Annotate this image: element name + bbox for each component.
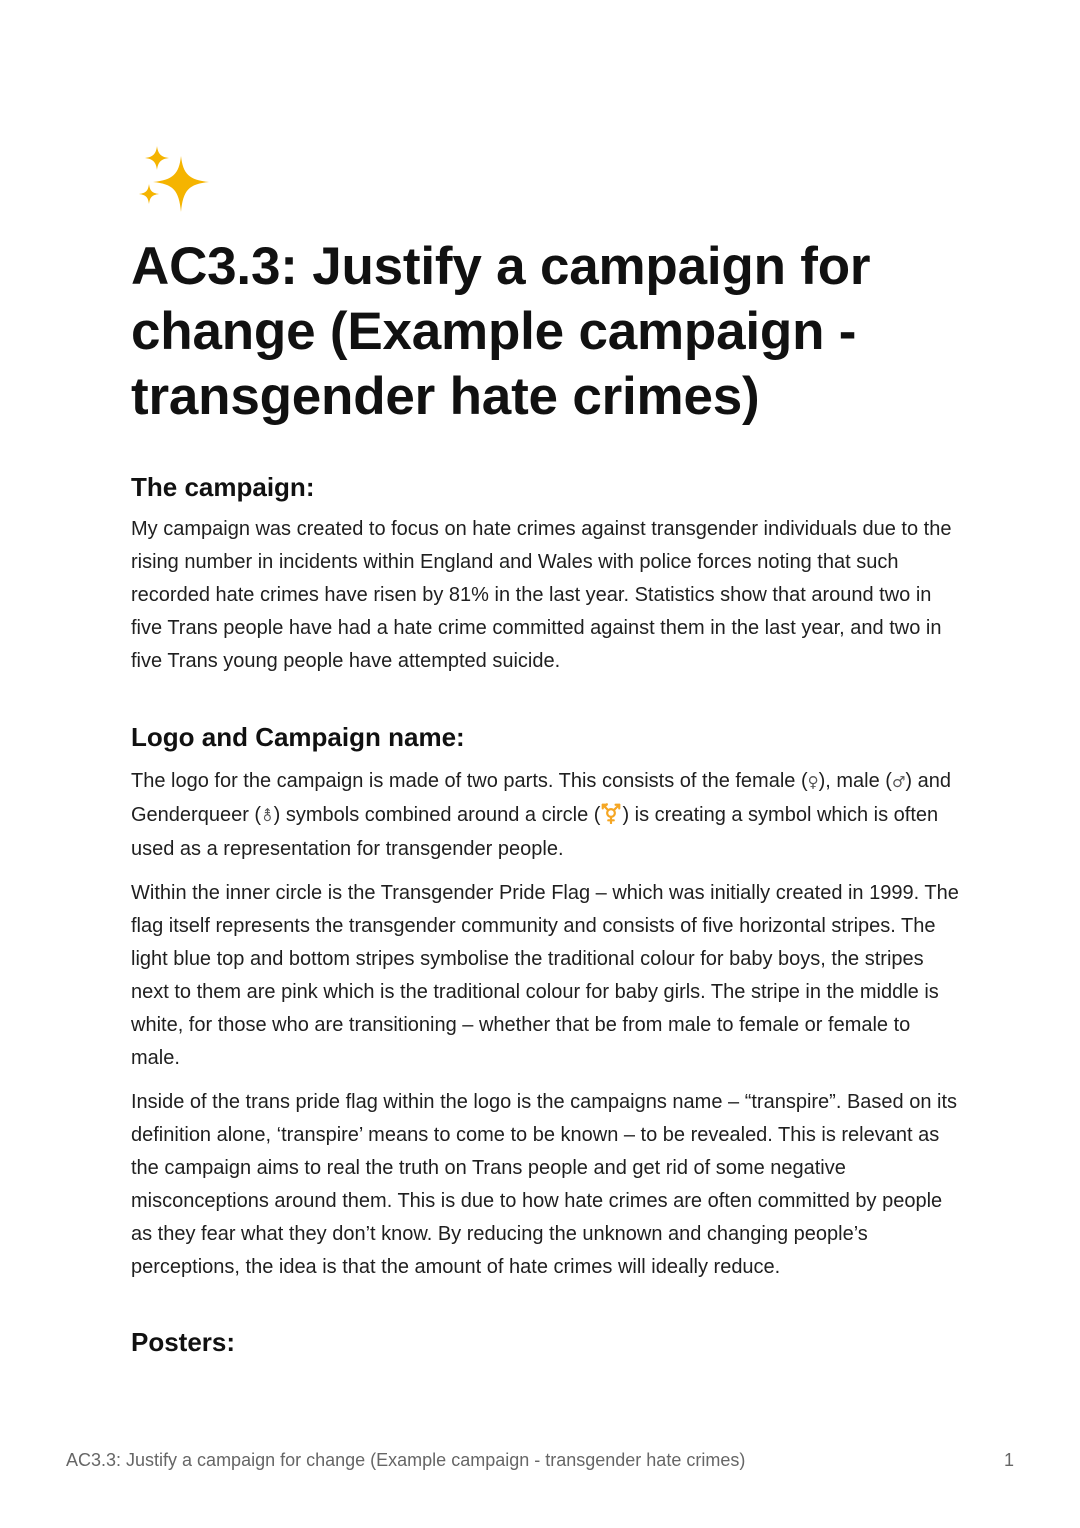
- logo-text-1: The logo for the campaign is made of two parts. This consists of the female (: [131, 770, 808, 792]
- page-title: AC3.3: Justify a campaign for change (Example campaign - transgender hate crimes): [131, 237, 871, 426]
- footer-title: AC3.3: Justify a campaign for change (Example campaign - transgender hate crimes): [66, 1449, 746, 1470]
- section-heading-posters: Posters:: [131, 1327, 236, 1357]
- logo-text-4: ) symbols combined around a circle (: [273, 804, 601, 826]
- genderqueer-symbol-icon: ⚨: [261, 807, 274, 825]
- campaign-paragraph: My campaign was created to focus on hate crimes against transgender individuals due to the rising number in incidents within England and Wales with police forces noting that such recorded hate crimes have risen by 81% in the last year. Statistics show that around two in five Trans people have had a hate crime committed against them in the last year, and two in five Trans young people have attempted suicide.: [131, 518, 952, 672]
- section-heading-campaign: The campaign:: [131, 472, 315, 502]
- logo-paragraph-2: Within the inner circle is the Transgender Pride Flag – which was initially created in 1999. The flag itself represents the transgender community and consists of five horizontal stripes. The light blue top and bottom stripes symbolise the traditional colour for baby boys, the stripes next to them are pink which is the traditional colour for baby girls. The stripe in the middle is white, for those who are transitioning – whether that be from male to female or female to male.: [131, 882, 959, 1069]
- logo-text-3: ) and Genderqueer (: [131, 770, 952, 826]
- page-number: 1: [1003, 1449, 1014, 1470]
- document-page: [131, 140, 961, 1358]
- page-footer: [66, 1448, 1014, 1472]
- logo-paragraph-1: [131, 765, 961, 866]
- logo-paragraph-3: Inside of the trans pride flag within the logo is the campaigns name – “transpire”. Based on its definition alone, ‘transpire’ means to come to be known – to be revealed. This is relevant as the campaign aims to real the truth on Trans people and get rid of some negative misconceptions around them. This is due to how hate crimes are often committed by people as they fear what they don’t know. By reducing the unknown and changing people’s perceptions, the idea is that the amount of hate crimes will ideally reduce.: [131, 1091, 958, 1278]
- section-heading-logo: Logo and Campaign name:: [131, 722, 465, 752]
- male-symbol-icon: ♂: [891, 773, 906, 791]
- logo-text-5: ) is creating a symbol which is often used as a representation for transgender people.: [131, 804, 939, 860]
- sparkles-icon: [133, 140, 213, 220]
- transgender-symbol-icon: [600, 802, 622, 824]
- female-symbol-icon: ♀: [807, 773, 819, 791]
- logo-text-2: ), male (: [818, 770, 892, 792]
